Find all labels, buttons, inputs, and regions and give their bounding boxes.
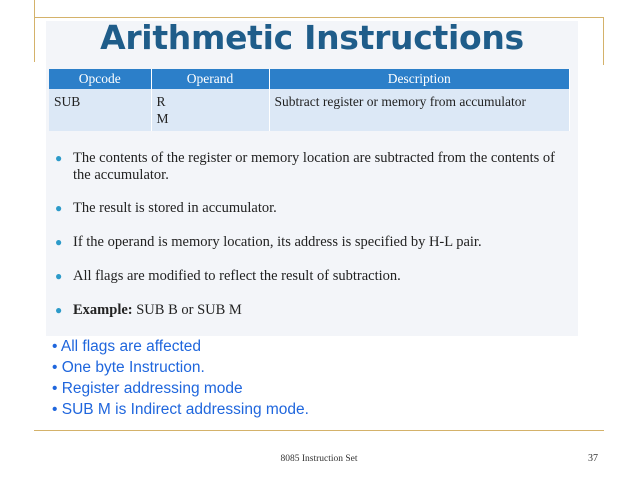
slide-frame-left bbox=[34, 0, 35, 62]
example-text: SUB B or SUB M bbox=[132, 302, 242, 318]
list-item bbox=[54, 268, 574, 285]
note-item: • All flags are affected bbox=[52, 338, 202, 355]
slide-title: Arithmetic Instructions bbox=[100, 18, 524, 57]
bullet-dot-icon: ● bbox=[55, 235, 63, 249]
list-item bbox=[54, 150, 574, 184]
table-header-row bbox=[49, 69, 570, 89]
slide-frame-bottom bbox=[34, 430, 604, 431]
page-number: 37 bbox=[588, 453, 598, 464]
bullet-text: The contents of the register or memory location are subtracted from the contents of the accumulator. bbox=[73, 150, 555, 183]
example-label: Example: bbox=[73, 302, 133, 318]
bullet-text: The result is stored in accumulator. bbox=[73, 200, 277, 216]
header-description: Description bbox=[269, 69, 570, 89]
bullet-text: If the operand is memory location, its address is specified by H-L pair. bbox=[73, 234, 482, 250]
cell-operand bbox=[151, 89, 269, 131]
bullet-dot-icon: ● bbox=[55, 201, 63, 215]
bullet-dot-icon: ● bbox=[55, 303, 63, 317]
instruction-table bbox=[49, 69, 570, 131]
bullet-list bbox=[54, 150, 574, 319]
notes-list bbox=[52, 336, 309, 420]
table-row bbox=[49, 89, 570, 131]
list-item bbox=[54, 234, 574, 251]
operand-r: R bbox=[156, 94, 166, 109]
list-item bbox=[54, 200, 574, 217]
slide-frame-right bbox=[603, 17, 604, 65]
operand-m: M bbox=[156, 111, 169, 126]
footer-text: 8085 Instruction Set bbox=[280, 454, 358, 464]
bullet-dot-icon: ● bbox=[55, 269, 63, 283]
note-item: • SUB M is Indirect addressing mode. bbox=[52, 401, 309, 418]
note-item: • One byte Instruction. bbox=[52, 359, 205, 376]
cell-opcode: SUB bbox=[49, 89, 151, 131]
header-opcode: Opcode bbox=[49, 69, 151, 89]
note-item: • Register addressing mode bbox=[52, 380, 243, 397]
header-operand: Operand bbox=[151, 69, 269, 89]
cell-description: Subtract register or memory from accumulator bbox=[269, 89, 570, 131]
example-item bbox=[54, 302, 574, 319]
bullet-dot-icon: ● bbox=[55, 151, 63, 165]
bullet-text: All flags are modified to reflect the result of subtraction. bbox=[73, 268, 401, 284]
